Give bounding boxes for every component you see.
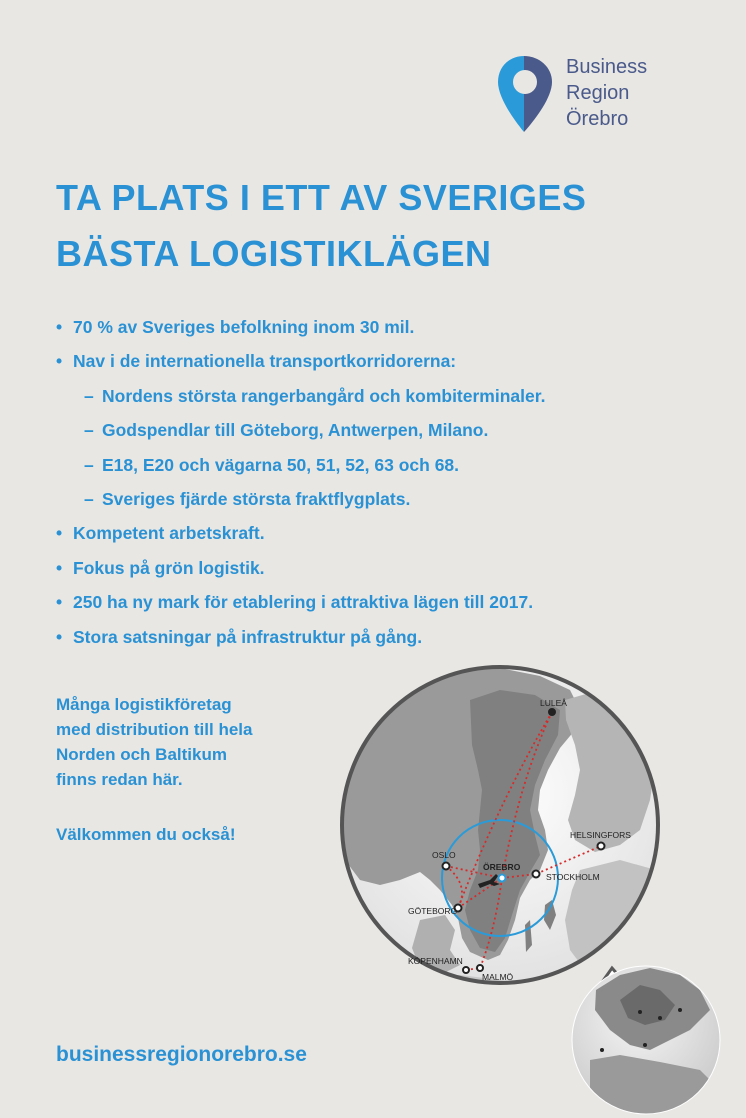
intro-line-4: finns redan här. xyxy=(56,770,183,789)
website-link[interactable]: businessregionorebro.se xyxy=(56,1043,307,1066)
city-label-lulea: LULEÅ xyxy=(540,698,567,708)
city-label-helsingfors: HELSINGFORS xyxy=(570,830,631,840)
bullet-item: • Nav i de internationella transportkorridorerna: xyxy=(56,344,696,378)
city-marker-helsingfors xyxy=(598,843,605,850)
sub-bullet-item: – Godspendlar till Göteborg, Antwerpen, Milano. xyxy=(56,413,696,447)
logo-line-1: Business xyxy=(566,56,648,78)
intro-line-3: Norden och Baltikum xyxy=(56,745,227,764)
bullet-item: • 250 ha ny mark för etablering i attraktiva lägen till 2017. xyxy=(56,585,696,619)
sub-bullet-item: – Sveriges fjärde största fraktflygplats. xyxy=(56,482,696,516)
city-marker-lulea xyxy=(549,709,555,715)
welcome-text: Välkommen du också! xyxy=(56,825,236,844)
sub-bullet-item: – E18, E20 och vägarna 50, 51, 52, 63 och 68. xyxy=(56,448,696,482)
intro-line-1: Många logistikföretag xyxy=(56,695,232,714)
city-marker-kopenhamn xyxy=(463,967,469,973)
bullet-item: • Fokus på grön logistik. xyxy=(56,551,696,585)
bullet-item: • Kompetent arbetskraft. xyxy=(56,516,696,550)
city-marker-oslo xyxy=(443,863,450,870)
bullet-item: • 70 % av Sveriges befolkning inom 30 mil. xyxy=(56,310,696,344)
headline-line-2: BÄSTA LOGISTIKLÄGEN xyxy=(56,233,492,274)
logo-line-2: Region xyxy=(566,82,630,104)
city-marker-malmo xyxy=(477,965,483,971)
mini-globe-dot xyxy=(643,1043,647,1047)
bullet-item: • Stora satsningar på infrastruktur på gång. xyxy=(56,620,696,654)
city-marker-orebro xyxy=(499,875,506,882)
city-label-oslo: OSLO xyxy=(432,850,456,860)
mini-globe-dot xyxy=(600,1048,604,1052)
intro-line-2: med distribution till hela xyxy=(56,720,253,739)
city-label-kopenhamn: KÖPENHAMN xyxy=(408,956,463,966)
city-label-stockholm: STOCKHOLM xyxy=(546,872,600,882)
city-label-malmo: MALMÖ xyxy=(482,972,514,982)
city-marker-stockholm xyxy=(533,871,540,878)
sub-bullet-item: – Nordens största rangerbangård och kombiterminaler. xyxy=(56,379,696,413)
mini-globe-dot xyxy=(658,1016,662,1020)
mini-globe-dot xyxy=(678,1008,682,1012)
logo-line-3: Örebro xyxy=(566,108,629,130)
city-label-goteborg: GÖTEBORG xyxy=(408,906,458,916)
city-label-orebro: ÖREBRO xyxy=(483,862,521,872)
mini-globe-dot xyxy=(638,1010,642,1014)
headline-line-1: TA PLATS I ETT AV SVERIGES xyxy=(56,177,587,218)
